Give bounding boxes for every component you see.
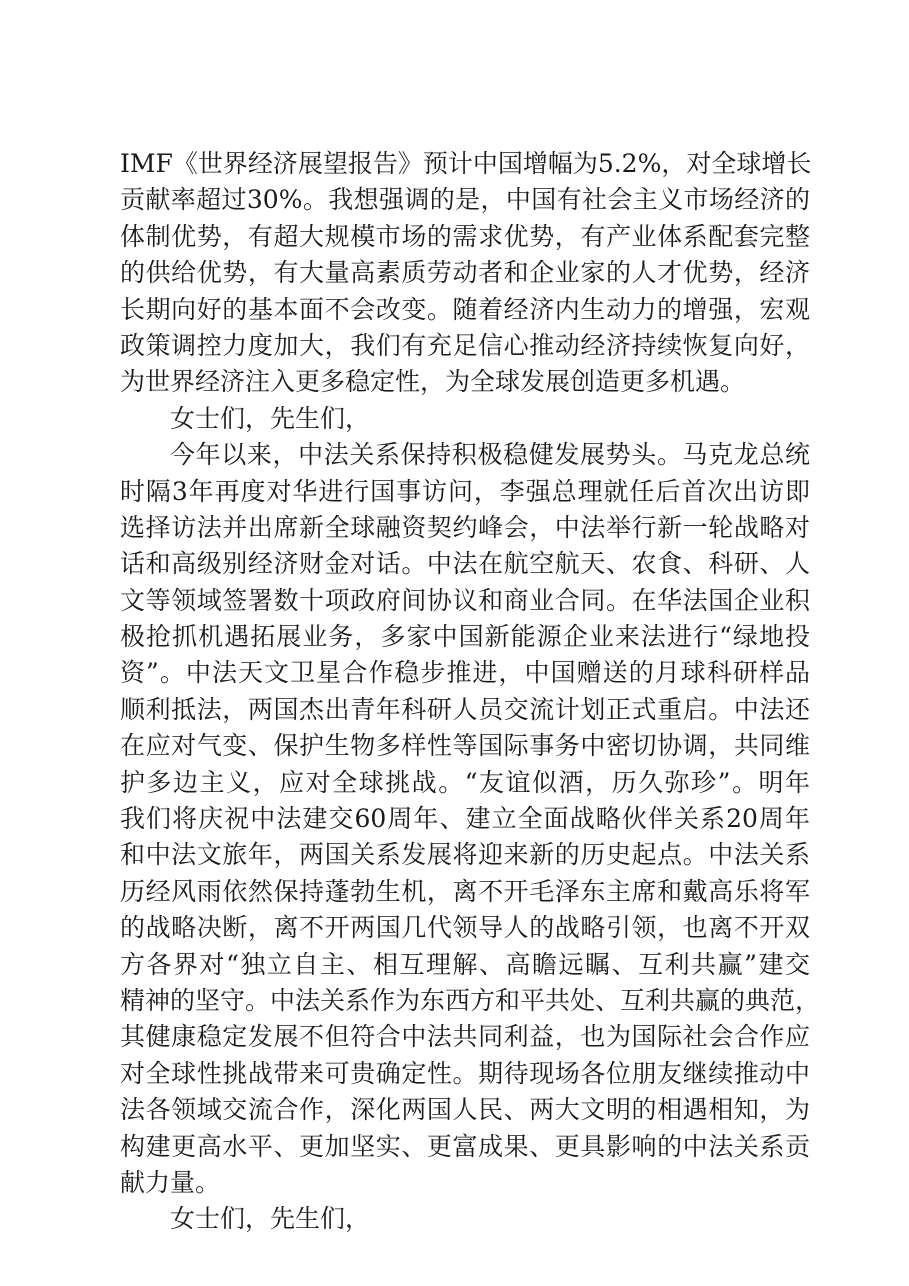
text-line: 法各领域交流合作，深化两国人民、两大文明的相遇相知，为 xyxy=(120,1095,810,1125)
text-line: 政策调控力度加大，我们有充足信心推动经济持续恢复向好， xyxy=(120,330,810,360)
text-line: 时隔3年再度对华进行国事访问，李强总理就任后首次出访即 xyxy=(120,476,810,506)
text-line: 选择访法并出席新全球融资契约峰会，中法举行新一轮战略对 xyxy=(120,512,810,542)
text-line: 贡献率超过30%。我想强调的是，中国有社会主义市场经济的 xyxy=(120,185,810,215)
text-line: 历经风雨依然保持蓬勃生机，离不开毛泽东主席和戴高乐将军 xyxy=(120,876,810,906)
text-line: 的战略决断，离不开两国几代领导人的战略引领，也离不开双 xyxy=(120,913,810,943)
text-line: 对全球性挑战带来可贵确定性。期待现场各位朋友继续推动中 xyxy=(120,1058,810,1088)
text-line: 护多边主义，应对全球挑战。“友谊似酒，历久弥珍”。明年 xyxy=(120,767,810,797)
text-line: 极抢抓机遇拓展业务，多家中国新能源企业来法进行“绿地投 xyxy=(120,622,810,652)
document-body xyxy=(120,146,821,1238)
text-line: 其健康稳定发展不但符合中法共同利益，也为国际社会合作应 xyxy=(120,1022,810,1052)
text-line: 资”。中法天文卫星合作稳步推进，中国赠送的月球科研样品 xyxy=(120,658,810,688)
text-line: 今年以来，中法关系保持积极稳健发展势头。马克龙总统 xyxy=(170,440,810,470)
text-line: 文等领域签署数十项政府间协议和商业合同。在华法国企业积 xyxy=(120,585,810,615)
text-line: IMF《世界经济展望报告》预计中国增幅为5.2%，对全球增长 xyxy=(120,149,812,178)
text-line: 方各界对“独立自主、相互理解、高瞻远瞩、互利共赢”建交 xyxy=(120,949,810,979)
text-line: 为世界经济注入更多稳定性，为全球发展创造更多机遇。 xyxy=(120,367,746,397)
text-line: 女士们，先生们， xyxy=(170,403,371,433)
text-line: 精神的坚守。中法关系作为东西方和平共处、互利共赢的典范， xyxy=(120,985,821,1015)
text-line: 话和高级别经济财金对话。中法在航空航天、农食、科研、人 xyxy=(120,549,810,579)
text-line: 的供给优势，有大量高素质劳动者和企业家的人才优势，经济 xyxy=(120,258,810,288)
text-line: 在应对气变、保护生物多样性等国际事务中密切协调，共同维 xyxy=(120,731,810,761)
text-line: 长期向好的基本面不会改变。随着经济内生动力的增强，宏观 xyxy=(120,294,810,324)
text-line: 女士们，先生们， xyxy=(170,1204,371,1234)
text-line: 我们将庆祝中法建交60周年、建立全面战略伙伴关系20周年 xyxy=(120,804,810,834)
text-line: 构建更高水平、更加坚实、更富成果、更具影响的中法关系贡 xyxy=(120,1131,810,1161)
text-line: 顺利抵法，两国杰出青年科研人员交流计划正式重启。中法还 xyxy=(120,694,810,724)
text-line: 献力量。 xyxy=(120,1167,221,1197)
text-line: 和中法文旅年，两国关系发展将迎来新的历史起点。中法关系 xyxy=(120,840,810,870)
text-line: 体制优势，有超大规模市场的需求优势，有产业体系配套完整 xyxy=(120,221,810,251)
